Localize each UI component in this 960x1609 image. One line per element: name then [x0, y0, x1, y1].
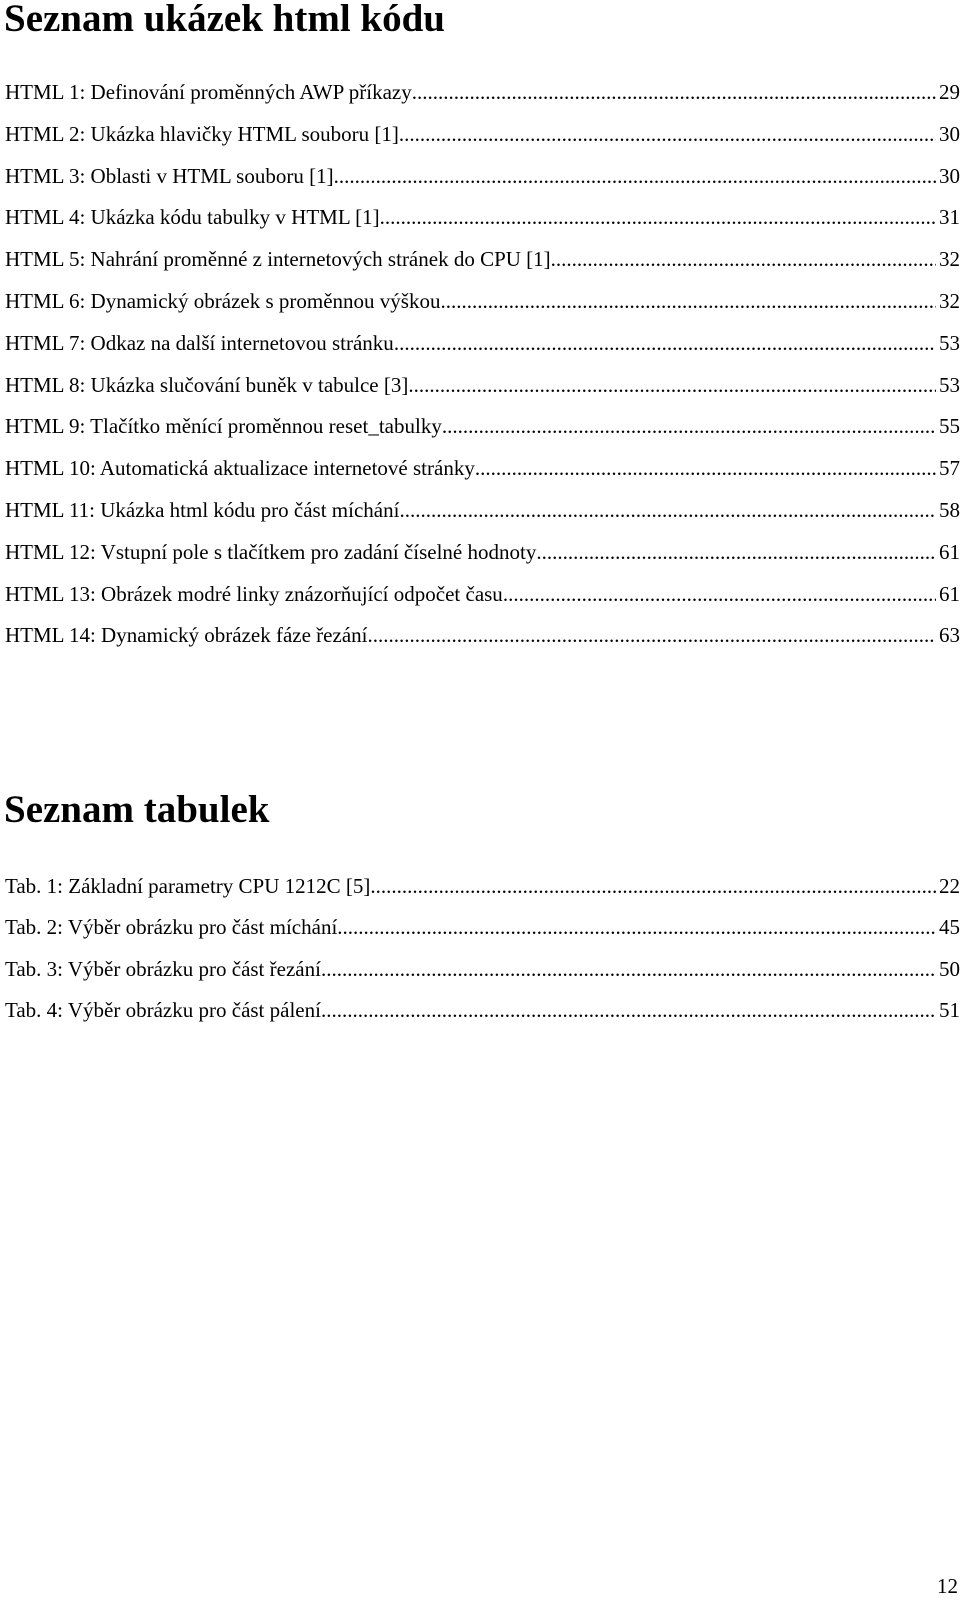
toc-entry-title: HTML 14: Dynamický obrázek fáze řezání	[5, 623, 368, 648]
toc-entry-page: 53	[939, 372, 960, 397]
toc-entry-page: 32	[939, 247, 960, 272]
toc-leader-dots	[399, 121, 936, 147]
toc-entry-title: HTML 9: Tlačítko měnící proměnnou reset_tabulky	[5, 414, 442, 439]
toc-entry-page: 45	[939, 915, 960, 940]
html-list	[5, 79, 960, 664]
toc-leader-dots	[440, 288, 936, 314]
toc-leader-dots	[536, 539, 936, 565]
toc-entry-page: 29	[939, 80, 960, 104]
toc-entry	[5, 204, 960, 246]
toc-leader-dots	[334, 163, 936, 189]
toc-entry-title: Tab. 3: Výběr obrázku pro část řezání	[5, 956, 321, 981]
page-number: 12	[937, 1574, 958, 1598]
toc-entry-page: 32	[939, 288, 960, 313]
toc-entry-page: 22	[939, 874, 960, 898]
toc-leader-dots	[367, 622, 936, 648]
toc-entry-title: Tab. 2: Výběr obrázku pro část míchání	[5, 915, 338, 940]
toc-entry	[5, 121, 960, 163]
toc-entry-page: 57	[939, 456, 960, 481]
toc-leader-dots	[394, 330, 936, 356]
toc-entry-page: 61	[939, 581, 960, 606]
toc-entry-title: HTML 13: Obrázek modré linky znázorňující odpočet času	[5, 581, 503, 606]
toc-leader-dots	[337, 914, 936, 940]
toc-entry-page: 50	[939, 956, 960, 981]
toc-entry-title: Tab. 4: Výběr obrázku pro část pálení	[5, 997, 321, 1022]
toc-entry-title: HTML 6: Dynamický obrázek s proměnnou výškou	[5, 288, 441, 313]
toc-leader-dots	[380, 204, 936, 230]
toc-leader-dots	[399, 497, 936, 523]
toc-entry-page: 55	[939, 414, 960, 439]
toc-entry-title: Tab. 1: Základní parametry CPU 1212C [5]	[5, 874, 371, 898]
toc-entry-title: HTML 7: Odkaz na další internetovou stránku	[5, 330, 394, 355]
toc-leader-dots	[370, 873, 936, 899]
toc-entry-title: HTML 11: Ukázka html kódu pro část míchání	[5, 497, 400, 522]
toc-leader-dots	[551, 246, 936, 272]
toc-leader-dots	[412, 79, 936, 105]
toc-entry	[5, 581, 960, 623]
toc-entry	[5, 413, 960, 455]
toc-leader-dots	[408, 372, 936, 398]
toc-entry	[5, 914, 960, 955]
toc-leader-dots	[321, 956, 936, 982]
toc-leader-dots	[321, 997, 936, 1023]
toc-entry-title: HTML 8: Ukázka slučování buněk v tabulce [3]	[5, 372, 409, 397]
toc-entry-title: HTML 12: Vstupní pole s tlačítkem pro zadání číselné hodnoty	[5, 539, 537, 564]
toc-entry-page: 61	[939, 539, 960, 564]
toc-entry-page: 63	[939, 623, 960, 648]
toc-entry-title: HTML 5: Nahrání proměnné z internetových stránek do CPU [1]	[5, 247, 551, 272]
toc-entry	[5, 163, 960, 205]
toc-entry-title: HTML 3: Oblasti v HTML souboru [1]	[5, 163, 334, 188]
toc-entry	[5, 956, 960, 997]
toc-entry-page: 58	[939, 497, 960, 522]
toc-entry	[5, 372, 960, 414]
toc-entry-page: 30	[939, 163, 960, 188]
table-list	[5, 873, 960, 1038]
toc-entry	[5, 497, 960, 539]
toc-leader-dots	[475, 455, 936, 481]
toc-entry	[5, 246, 960, 288]
toc-entry-title: HTML 10: Automatická aktualizace internetové stránky	[5, 456, 475, 481]
toc-entry-title: HTML 4: Ukázka kódu tabulky v HTML [1]	[5, 205, 380, 230]
toc-entry	[5, 330, 960, 372]
toc-entry-page: 31	[939, 205, 960, 230]
table-list-heading: Seznam tabulek	[4, 788, 270, 831]
toc-entry-title: HTML 2: Ukázka hlavičky HTML souboru [1]	[5, 121, 399, 146]
toc-entry	[5, 455, 960, 497]
toc-leader-dots	[503, 581, 936, 607]
toc-entry-page: 30	[939, 121, 960, 146]
toc-entry-title: HTML 1: Definování proměnných AWP příkazy	[5, 80, 412, 104]
toc-entry	[5, 79, 960, 121]
html-list-heading: Seznam ukázek html kódu	[4, 0, 445, 40]
toc-entry	[5, 997, 960, 1038]
toc-entry	[5, 622, 960, 664]
toc-entry	[5, 288, 960, 330]
toc-entry	[5, 873, 960, 914]
toc-entry	[5, 539, 960, 581]
toc-entry-page: 53	[939, 330, 960, 355]
toc-leader-dots	[442, 413, 936, 439]
toc-entry-page: 51	[939, 997, 960, 1022]
